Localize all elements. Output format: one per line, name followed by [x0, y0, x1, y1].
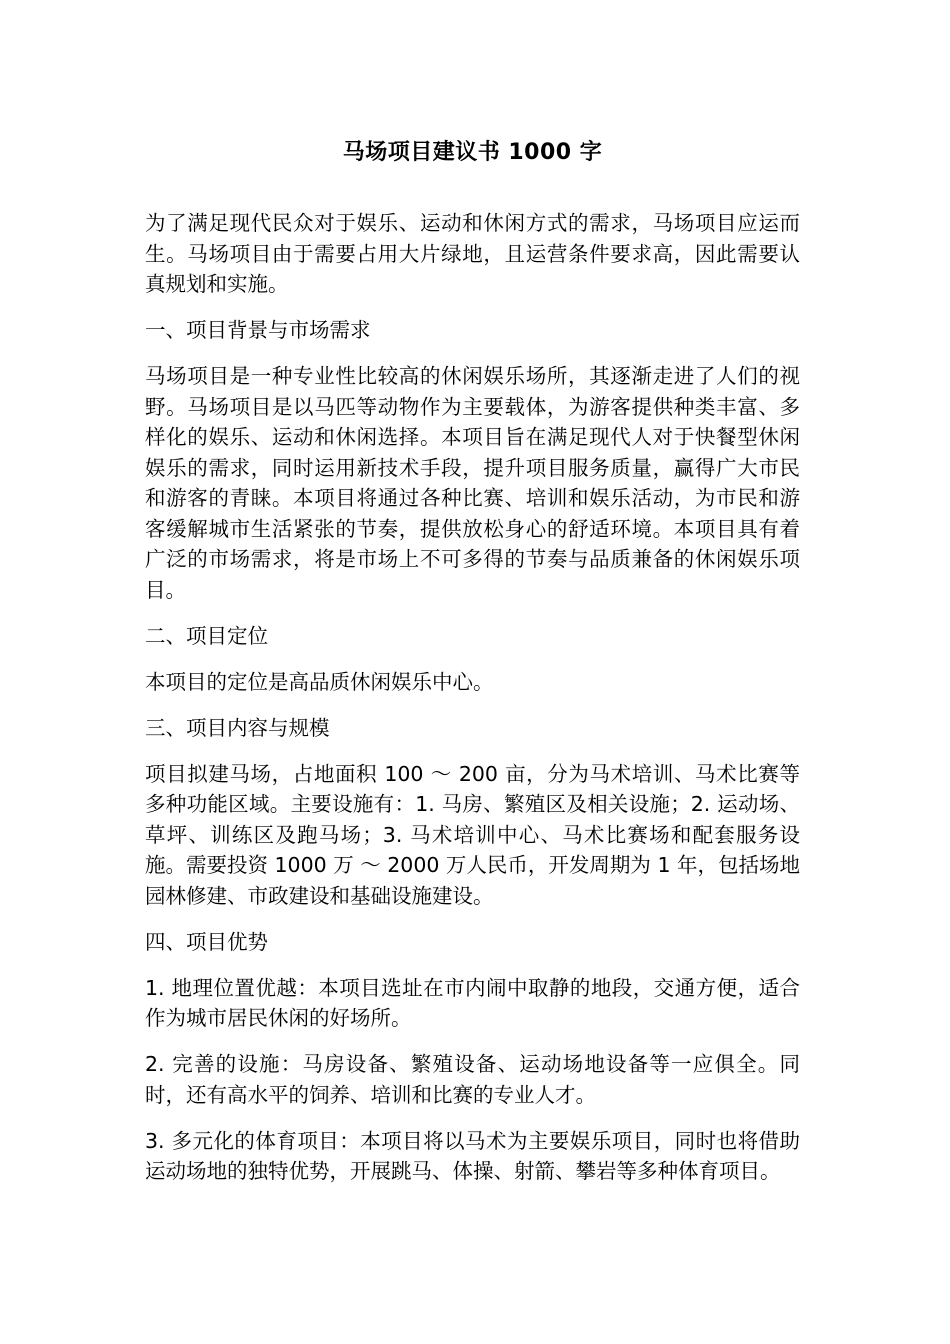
positioning-paragraph: 本项目的定位是高品质休闲娱乐中心。 [145, 669, 494, 694]
advantage-item-location: 1. 地理位置优越：本项目选址在市内闹中取静的地段，交通方便，适合作为城市居民休闲的好场所。 [145, 975, 800, 1030]
section-heading-positioning: 二、项目定位 [145, 623, 268, 648]
document-title: 马场项目建议书 1000 字 [342, 140, 603, 165]
section-heading-background: 一、项目背景与市场需求 [145, 318, 371, 342]
background-paragraph: 马场项目是一种专业性比较高的休闲娱乐场所，其逐渐走进了人们的视野。马场项目是以马匹等动物作为主要载体，为游客提供种类丰富、多样化的娱乐、运动和休闲选择。本项目旨在满足现代人对于快餐型休闲娱乐的需求，同时运用新技术手段，提升项目服务质量，赢得广大市民和游客的青睐。本项目将通过各种比赛、培训和娱乐活动，为市民和游客缓解城市生活紧张的节奏，提供放松身心的舒适环境。本项目具有着广泛的市场需求，将是市场上不可多得的节奏与品质兼备的休闲娱乐项目。 [145, 364, 800, 602]
section-heading-content-scale: 三、项目内容与规模 [145, 715, 330, 740]
advantage-item-sports: 3. 多元化的体育项目：本项目将以马术为主要娱乐项目，同时也将借助运动场地的独特优势，开展跳马、体操、射箭、攀岩等多种体育项目。 [145, 1128, 800, 1183]
section-heading-advantages: 四、项目优势 [145, 929, 268, 954]
intro-paragraph: 为了满足现代民众对于娱乐、运动和休闲方式的需求，马场项目应运而生。马场项目由于需要占用大片绿地，且运营条件要求高，因此需要认真规划和实施。 [145, 211, 800, 296]
content-scale-paragraph: 项目拟建马场，占地面积 100 ～ 200 亩，分为马术培训、马术比赛等多种功能区域。主要设施有：1. 马房、繁殖区及相关设施；2. 运动场、草坪、训练区及跑马场；3. 马术培训中心、马术比赛场和配套服务设施。需要投资 1000 万 ～ 2000 万人民币，开发周期为 1 年，包括场地园林修建、市政建设和基础设施建设。 [145, 761, 800, 908]
advantage-item-facilities: 2. 完善的设施：马房设备、繁殖设备、运动场地设备等一应俱全。同时，还有高水平的饲养、培训和比赛的专业人才。 [145, 1052, 800, 1107]
